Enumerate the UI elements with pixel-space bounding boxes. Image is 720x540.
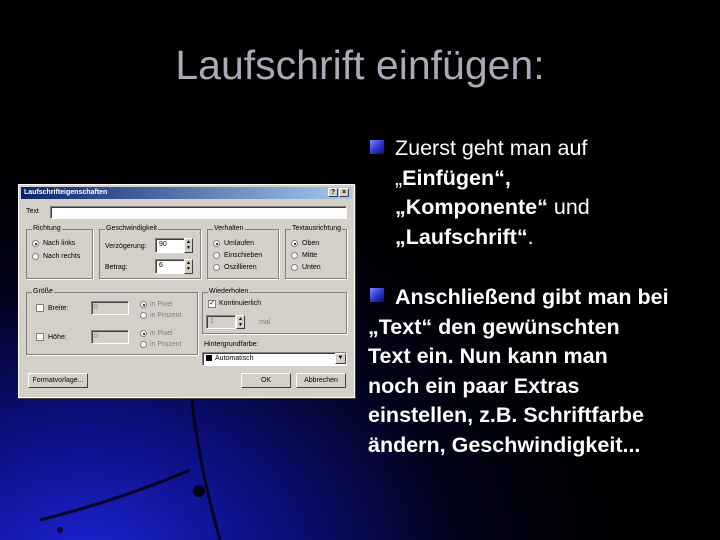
dialog-titlebar (21, 187, 352, 199)
height-checkbox[interactable] (36, 333, 44, 341)
group-behavior-title: Verhalten (214, 225, 244, 232)
height-label: Höhe: (48, 334, 67, 341)
width-percent-label: in Prozent (150, 312, 182, 319)
delay-spinner[interactable]: ▲ ▼ (184, 238, 193, 253)
bullet-2-text (368, 283, 713, 460)
bullet-2-line: noch ein paar Extras (368, 373, 580, 398)
width-input[interactable]: 0 (91, 301, 129, 315)
chevron-down-icon[interactable]: ▼ (335, 353, 346, 364)
background-color-label: Hintergrundfarbe: (204, 341, 259, 348)
radio-scroll[interactable] (213, 240, 220, 247)
dialog-title: Laufschrifteigenschaften (24, 189, 108, 196)
radio-scroll-label: Umlaufen (224, 240, 254, 247)
radio-left[interactable] (32, 240, 39, 247)
delay-label: Verzögerung: (105, 243, 147, 250)
radio-right-label: Nach rechts (43, 253, 81, 260)
background-color-value: Automatisch (215, 355, 254, 362)
color-swatch-icon (206, 355, 212, 361)
bullet-1-quote: „ (395, 165, 403, 190)
width-checkbox[interactable] (36, 304, 44, 312)
bullet-2-line: ändern, Geschwindigkeit... (368, 432, 641, 457)
width-label: Breite: (48, 305, 69, 312)
radio-left-label: Nach links (43, 240, 76, 247)
bullet-2-line: einstellen, z.B. Schriftfarbe (368, 403, 644, 427)
repeat-count-spinner[interactable]: ▲ ▼ (236, 315, 245, 329)
height-percent-label: in Prozent (150, 341, 182, 348)
text-label: Text (26, 208, 39, 215)
repeat-unit-label: mal (259, 319, 271, 326)
width-percent-radio[interactable] (140, 312, 147, 319)
height-pixel-radio[interactable] (140, 330, 147, 337)
radio-top-label: Oben (302, 240, 320, 247)
radio-middle-label: Mitte (302, 252, 318, 259)
repeat-count-input[interactable]: 1 (206, 315, 236, 329)
radio-bottom-label: Unten (302, 264, 321, 271)
height-percent-radio[interactable] (140, 341, 147, 348)
marquee-properties-dialog (18, 184, 355, 398)
group-size-title: Größe (33, 288, 53, 295)
slide-title: Laufschrift einfügen: (175, 42, 545, 88)
radio-alternate[interactable] (213, 264, 220, 271)
ok-button[interactable]: OK (241, 373, 291, 388)
height-pixel-label: in Pixel (150, 330, 173, 337)
continuous-checkbox[interactable]: ✓ (209, 300, 215, 307)
delay-input[interactable]: 90 (155, 238, 185, 253)
bullet-1-und: und (547, 195, 590, 219)
radio-slide-label: Einschieben (224, 252, 263, 259)
amount-spinner[interactable]: ▲ ▼ (184, 259, 193, 274)
bullet-2-line: Text ein. Nun kann man (368, 344, 608, 368)
cancel-button[interactable]: Abbrechen (296, 373, 346, 388)
radio-right[interactable] (32, 253, 39, 260)
style-button[interactable]: Formatvorlage... (28, 373, 88, 388)
close-button[interactable]: × (339, 188, 349, 197)
help-button[interactable]: ? (328, 188, 338, 197)
bullet-2-line: Anschließend gibt man bei (395, 285, 669, 309)
bullet-1-end: . (527, 224, 534, 249)
text-input[interactable] (50, 206, 347, 219)
amount-label: Betrag: (105, 264, 128, 271)
bullet-2-line: „Text“ den gewünschten (368, 314, 620, 339)
radio-slide[interactable] (213, 252, 220, 259)
amount-input[interactable]: 6 (155, 259, 185, 274)
group-speed-title: Geschwindigkeit (106, 225, 157, 232)
group-alignment-title: Textausrichtung (292, 225, 342, 232)
width-pixel-radio[interactable] (140, 301, 147, 308)
bullet-1-einfuegen: Einfügen“, (402, 165, 511, 190)
height-input[interactable]: 0 (91, 330, 129, 344)
radio-top[interactable] (291, 240, 298, 247)
background-color-select[interactable] (202, 352, 347, 366)
bullet-1-komponente: „Komponente“ (395, 195, 548, 219)
bullet-1-text (395, 134, 715, 252)
width-pixel-label: in Pixel (150, 301, 173, 308)
radio-middle[interactable] (291, 252, 298, 259)
group-repeat-title: Wiederholen (209, 288, 249, 295)
radio-alternate-label: Oszillieren (224, 264, 257, 271)
group-direction-title: Richtung (33, 225, 61, 232)
bullet-square-icon (370, 140, 384, 154)
radio-bottom[interactable] (291, 264, 298, 271)
bullet-1-laufschrift: „Laufschrift“ (395, 224, 528, 249)
bullet-1-line: Zuerst geht man auf (395, 136, 588, 160)
continuous-label: Kontinuierlich (219, 300, 262, 307)
